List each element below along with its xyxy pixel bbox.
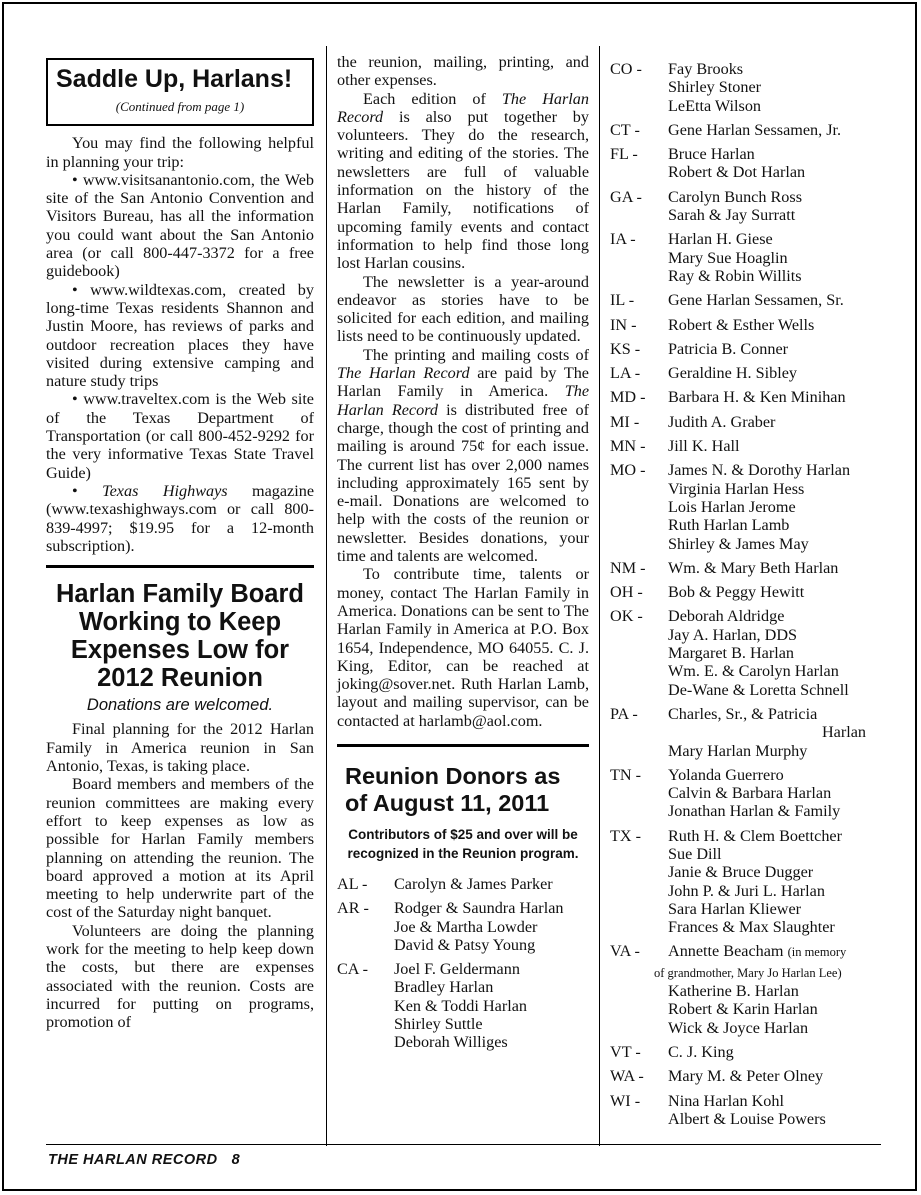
donor-list-col3 (610, 60, 895, 699)
state-names (394, 960, 527, 1051)
state-abbr: MO - (610, 461, 646, 480)
donor-state-va (610, 942, 895, 961)
text-run: The printing and mailing costs of (363, 345, 589, 364)
donor-name: Katherine B. Harlan (668, 982, 799, 1001)
state-names (668, 437, 740, 455)
saddle-bullet: • Texas Highways magazine (www.texashighways.com or call 800-839-4997; $19.95 for a 12-month subscription). (46, 481, 315, 555)
donor-name: Wm. E. & Carolyn Harlan (668, 662, 839, 681)
state-abbr: LA - (610, 364, 641, 383)
state-abbr: MN - (610, 437, 646, 456)
state-names (668, 60, 761, 115)
donor-state (337, 875, 589, 893)
donor-name: Virginia Harlan Hess (668, 479, 805, 498)
donor-name: Yolanda Guerrero (668, 765, 784, 784)
donor-name: Gene Harlan Sessamen, Jr. (668, 120, 842, 139)
state-names (668, 583, 804, 601)
donor-state (610, 340, 895, 358)
column-3 (610, 60, 895, 1134)
donor-name (668, 942, 846, 961)
state-abbr: TX - (610, 826, 642, 845)
text-run: is distributed free of charge, though the cost of printing and mailing is around 75¢ for each issue. The current list has over 2,000 names including approximately 165 sent by e-mail. Donations are welcomed to help with the costs of the reunion or newsletter. Besides donations, your time and talents are welcomed. (337, 400, 589, 566)
saddle-bullet: • www.visitsanantonio.com, the Web site of the San Antonio Convention and Visitors Bureau, has all the information you could want about the San Antonio area (or call 800-447-3372 for a free guidebook) (46, 170, 314, 281)
donor-name: Harlan (821, 723, 866, 742)
donor-name: Bradley Harlan (394, 978, 494, 997)
publication-title: The Harlan Record (337, 382, 589, 419)
state-names (668, 942, 846, 961)
state-abbr: NM - (610, 558, 646, 577)
state-abbr: AR - (337, 899, 369, 918)
state-abbr: IA - (610, 230, 636, 249)
publication-title: The Harlan Record (337, 364, 470, 383)
donor-name: Carolyn & James Parker (394, 874, 553, 893)
donor-list-col3 (610, 1043, 895, 1128)
donor-name: Deborah Williges (394, 1033, 508, 1052)
donor-state (610, 413, 895, 431)
donor-name: Frances & Max Slaughter (668, 918, 835, 937)
board-continued-paragraph: To contribute time, talents or money, contact The Harlan Family in America. Donations can be sent to The Harlan Family in America at P.O. Box 1654, Independence, MO 64055. C. J. King, Editor, can be reached at joking@sover.net. Ruth Harlan Lamb, layout and mailing supervisor, can be contacted at harlamb@aol.com. (337, 565, 589, 730)
footer (48, 1152, 240, 1168)
board-paragraph: Board members and members of the reunion committees are making every effort to keep expenses as low as possible for Harlan Family members planning on attending the reunion. The board approved a motion at its April meeting to help underwrite part of the cost of the Saturday night banquet. (46, 775, 314, 922)
donor-name: Fay Brooks (668, 60, 744, 78)
state-abbr: PA - (610, 704, 638, 723)
donor-name: Shirley & James May (668, 534, 809, 553)
board-continued-paragraph: the reunion, mailing, printing, and other expenses. (337, 53, 589, 90)
state-names (668, 1043, 734, 1061)
state-names (668, 364, 797, 382)
donor-list-col2 (337, 875, 589, 1052)
donor-state (610, 583, 895, 601)
state-names (668, 1092, 826, 1129)
donor-name: Charles, Sr., & Patricia (668, 704, 818, 723)
state-names (668, 559, 838, 577)
donor-name: John P. & Juri L. Harlan (668, 881, 825, 900)
donor-name: Wick & Joyce Harlan (668, 1018, 809, 1037)
saddle-paragraph: You may find the following helpful in planning your trip: (46, 134, 314, 171)
donor-list-col3 (610, 766, 895, 937)
state-abbr: KS - (610, 339, 641, 358)
state-abbr: VT - (610, 1042, 641, 1061)
saddle-bullet: • www.wildtexas.com, created by long-time Texas residents Shannon and Justin Moore, has reviews of parks and outdoor recreation places they have visited during extensive camping and nature study trips (46, 280, 314, 391)
donor-name: Robert & Esther Wells (668, 315, 815, 334)
column-2 (337, 53, 589, 1058)
texas-highways-text: magazine (www.texashighways.com or call 800-839-4997; $19.95 for a 12-month subscription). (46, 481, 315, 555)
state-abbr: IN - (610, 315, 637, 334)
section-divider (337, 744, 589, 747)
state-names (668, 230, 802, 285)
board-continued-paragraph (337, 90, 589, 273)
state-names (668, 827, 842, 937)
state-abbr: WI - (610, 1091, 641, 1110)
donor-name: Lois Harlan Jerome (668, 497, 796, 516)
board-paragraph: Volunteers are doing the planning work for the meeting to help keep down the costs, but there are expenses associated with the reunion. Costs are incurred for putting on programs, promotion of (46, 921, 314, 1032)
column-1 (46, 44, 314, 1031)
donor-name: De-Wane & Loretta Schnell (668, 680, 849, 699)
state-names (668, 766, 840, 821)
publication-title: The Harlan Record (337, 89, 589, 126)
donor-name: Deborah Aldridge (668, 607, 785, 626)
donor-name: James N. & Dorothy Harlan (668, 461, 851, 480)
donor-name: Bob & Peggy Hewitt (668, 583, 805, 602)
donor-name: Sarah & Jay Surratt (668, 206, 796, 225)
donor-state (610, 364, 895, 382)
donor-state (337, 960, 589, 1051)
state-names (668, 982, 895, 1037)
state-names (668, 145, 805, 182)
donor-name: Jill K. Hall (668, 437, 740, 456)
state-names (668, 1067, 823, 1085)
donor-state (610, 230, 895, 285)
state-abbr: CA - (337, 960, 369, 979)
donor-name: LeEtta Wilson (668, 96, 762, 115)
donor-name: Gene Harlan Sessamen, Sr. (668, 291, 844, 310)
donor-state (610, 766, 895, 821)
state-names (668, 607, 849, 698)
donor-state (610, 121, 895, 139)
saddle-up-title: Saddle Up, Harlans! (56, 65, 293, 93)
board-article-title: Harlan Family Board Working to Keep Expenses Low for 2012 Reunion (56, 580, 304, 693)
donor-name: Nina Harlan Kohl (668, 1091, 784, 1110)
donor-name: Mary Sue Hoaglin (668, 248, 788, 267)
donor-state (610, 827, 895, 937)
state-names (668, 121, 841, 139)
state-abbr: CT - (610, 120, 640, 139)
state-abbr: AL - (337, 874, 368, 893)
donor-name: Sara Harlan Kliewer (668, 899, 802, 918)
donor-state (610, 388, 895, 406)
donor-name-text: Annette Beacham (668, 942, 784, 961)
state-names (394, 899, 563, 954)
donor-state (610, 607, 895, 698)
newsletter-page (2, 2, 917, 1191)
state-abbr: TN - (610, 765, 642, 784)
saddle-up-header-box (46, 58, 314, 126)
donor-name: Patricia B. Conner (668, 339, 789, 358)
donor-state (610, 437, 895, 455)
donor-name: Ruth H. & Clem Boettcher (668, 826, 842, 845)
donor-name: Calvin & Barbara Harlan (668, 784, 832, 803)
board-continued-paragraph: The newsletter is a year-around endeavor as stories have to be solicited for each edition, and mailing lists need to be continuously updated. (337, 272, 589, 346)
donor-state (610, 1043, 895, 1061)
donor-state (610, 291, 895, 309)
donor-name: Joel F. Geldermann (394, 960, 520, 979)
state-names (668, 188, 802, 225)
donor-name: Ken & Toddi Harlan (394, 996, 527, 1015)
donor-name: Shirley Suttle (394, 1015, 483, 1034)
donor-name: Margaret B. Harlan (668, 644, 795, 663)
state-abbr: IL - (610, 291, 635, 310)
state-abbr: FL - (610, 145, 638, 164)
donor-name: Geraldine H. Sibley (668, 364, 798, 383)
state-names (668, 316, 814, 334)
state-abbr: CO - (610, 60, 642, 78)
donor-name: Janie & Bruce Dugger (668, 863, 814, 882)
donor-state (610, 461, 895, 552)
donor-name: Mary Harlan Murphy (668, 741, 808, 760)
donor-name: Wm. & Mary Beth Harlan (668, 558, 839, 577)
donor-name: Albert & Louise Powers (668, 1109, 826, 1128)
text-run: is also put together by volunteers. They do the research, writing and editing of the stories. The newsletters are full of valuable information on the history of the Harlan Family, notifications of upcoming family events and contact information to help find those long lost Harlan cousins. (337, 107, 589, 273)
text-run: are paid by The Harlan Family in America. (337, 364, 589, 401)
state-names (668, 340, 788, 358)
donor-state (610, 316, 895, 334)
donor-name: Robert & Karin Harlan (668, 1000, 818, 1019)
donor-name: Jonathan Harlan & Family (668, 802, 841, 821)
donor-name: Mary M. & Peter Olney (668, 1067, 824, 1086)
continued-note: (Continued from page 1) (115, 99, 245, 114)
state-names (668, 461, 850, 552)
saddle-bullet: • www.traveltex.com is the Web site of the Texas Department of Transportation (or call 800-452-9292 for the very informative Texas State Travel Guide) (46, 390, 314, 482)
donor-state (610, 1092, 895, 1129)
donor-name: Carolyn Bunch Ross (668, 187, 802, 206)
donor-name: Rodger & Saundra Harlan (394, 899, 564, 918)
state-abbr: GA - (610, 187, 642, 206)
donor-state (610, 145, 895, 182)
board-paragraph: Final planning for the 2012 Harlan Family in America reunion in San Antonio, Texas, is taking place. (46, 720, 314, 776)
board-article-subtitle: Donations are welcomed. (86, 696, 274, 715)
donor-name: Jay A. Harlan, DDS (668, 625, 798, 644)
donor-name: Harlan H. Giese (668, 230, 773, 249)
donor-state-pa (610, 705, 895, 760)
state-abbr: OK - (610, 607, 643, 626)
board-continued-paragraph (337, 346, 589, 566)
state-abbr: VA - (610, 942, 640, 961)
donor-name: Ray & Robin Willits (668, 266, 802, 285)
donor-name: Barbara H. & Ken Minihan (668, 388, 846, 407)
donor-state (337, 899, 589, 954)
memorial-note: (in memory (787, 945, 847, 960)
state-abbr: MD - (610, 388, 646, 407)
state-abbr: WA - (610, 1067, 644, 1086)
donor-name: Joe & Martha Lowder (394, 917, 538, 936)
donor-name: Robert & Dot Harlan (668, 163, 806, 182)
state-abbr: MI - (610, 412, 640, 431)
column-divider (326, 46, 327, 1146)
page-number: 8 (231, 1152, 241, 1168)
state-names (668, 413, 775, 431)
donors-title: Reunion Donors as of August 11, 2011 (345, 762, 561, 816)
donor-state (610, 60, 895, 115)
footer-rule (46, 1144, 881, 1145)
donor-state (610, 1067, 895, 1085)
donor-name: Bruce Harlan (668, 145, 755, 164)
state-names (668, 388, 846, 406)
texas-highways-title: Texas Highways (102, 481, 228, 500)
state-names (668, 291, 844, 309)
state-names (668, 705, 878, 760)
donor-state (610, 188, 895, 225)
footer-title: THE HARLAN RECORD (48, 1152, 218, 1168)
donor-name: Sue Dill (668, 844, 722, 863)
column-divider (599, 46, 600, 1146)
donors-subtitle: Contributors of $25 and over will be recognized in the Reunion program. (347, 826, 579, 861)
state-abbr: OH - (610, 583, 643, 602)
state-names (394, 875, 553, 893)
section-divider (46, 565, 314, 568)
donor-name: Ruth Harlan Lamb (668, 516, 790, 535)
donor-name: Judith A. Graber (668, 412, 776, 431)
text-run: Each edition of (363, 89, 502, 108)
donor-name: C. J. King (668, 1042, 734, 1061)
donor-name: Shirley Stoner (668, 78, 762, 97)
memorial-note: of grandmother, Mary Jo Harlan Lee) (654, 965, 842, 980)
donor-state (610, 559, 895, 577)
donor-name: David & Patsy Young (394, 935, 536, 954)
